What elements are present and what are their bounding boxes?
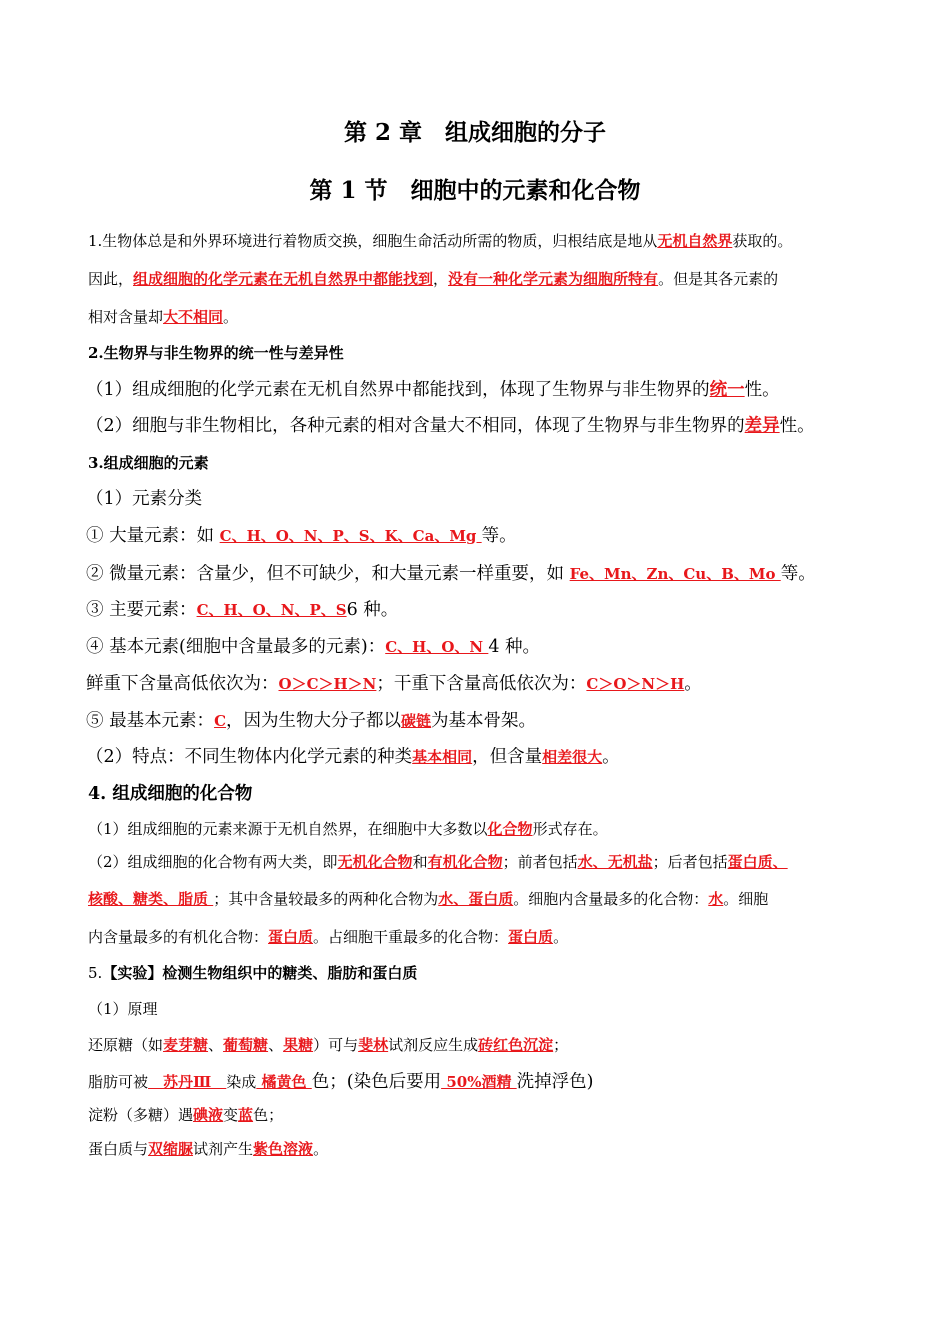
p5-line1: [88, 1034, 568, 1055]
text: ）可与: [313, 1036, 359, 1054]
answer-key: 果糖: [283, 1036, 314, 1054]
answer-key: 砖红色沉淀: [478, 1036, 554, 1054]
text: 鲜重下含量高低依次为：: [86, 674, 279, 694]
text: 性。: [744, 380, 780, 400]
answer-key: 组成细胞的化学元素在无机自然界中都能找到: [133, 270, 434, 288]
answer-key: 没有一种化学元素为细胞所特有: [448, 270, 659, 288]
answer-key: 蛋白质、: [727, 853, 788, 871]
p1-line1: [88, 230, 792, 251]
answer-key: 无机自然界: [657, 232, 733, 250]
text: 试剂反应生成: [388, 1036, 479, 1054]
text: 因此，: [88, 270, 134, 288]
chapter-title: 第 2 章 组成细胞的分子: [343, 119, 607, 146]
text: ；: [553, 1036, 569, 1054]
text: ，: [433, 270, 449, 288]
text: 色；(染色后要用: [311, 1072, 442, 1092]
answer-key: C: [214, 712, 227, 730]
answer-key: 大不相同: [163, 308, 224, 326]
answer-key: 双缩脲: [148, 1140, 194, 1158]
text: ① 大量元素：如: [86, 526, 220, 546]
p1-line3: [88, 306, 238, 327]
text: （2）细胞与非生物相比，各种元素的相对含量大不相同，体现了生物界与非生物界的: [86, 416, 745, 436]
text: 蛋白质与: [88, 1140, 149, 1158]
p5-line3: [88, 1104, 283, 1125]
text: 。: [313, 1140, 329, 1158]
text: 形式存在。: [532, 820, 608, 838]
text: 。: [684, 674, 702, 694]
text: 色；: [253, 1106, 284, 1124]
answer-key: 碘液: [193, 1106, 224, 1124]
answer-key: C＞O＞N＞H: [586, 675, 685, 693]
text: 。细胞: [723, 890, 769, 908]
answer-key: 紫色溶液: [253, 1140, 314, 1158]
text: 淀粉（多糖）遇: [88, 1106, 194, 1124]
text: 。但是其各元素的: [658, 270, 779, 288]
text: 、: [268, 1036, 284, 1054]
text: 试剂产生: [193, 1140, 254, 1158]
text: 获取的。: [732, 232, 793, 250]
p5-line2: [88, 1068, 594, 1093]
p3-sub1: （1）元素分类: [86, 489, 203, 509]
answer-key: 葡萄糖: [223, 1036, 269, 1054]
answer-key: C、H、O、N: [385, 638, 489, 656]
p3-basic: [86, 633, 540, 658]
p4-line4: [88, 926, 568, 947]
answer-key: 斐林: [358, 1036, 389, 1054]
text: 脂肪可被: [88, 1073, 149, 1091]
text: 1.生物体总是和外界环境进行着物质交换，细胞生命活动所需的物质，归根结底是地从: [88, 232, 658, 250]
text: ；后者包括: [652, 853, 728, 871]
text: ；干重下含量高低依次为：: [376, 674, 587, 694]
text: （2）特点：不同生物体内化学元素的种类: [86, 747, 413, 767]
p3-macro: [86, 522, 517, 547]
heading-4: 4. 组成细胞的化合物: [88, 784, 253, 804]
p3-order: [86, 670, 702, 695]
heading-2: 2.生物界与非生物界的统一性与差异性: [88, 344, 344, 362]
text: 。: [223, 308, 239, 326]
answer-key: 化合物: [487, 820, 533, 838]
section-title: 第 1 节 细胞中的元素和化合物: [309, 177, 641, 204]
answer-key: 无机化合物: [337, 853, 413, 871]
text: ④ 基本元素(细胞中含量最多的元素)：: [86, 637, 386, 657]
text: ③ 主要元素：: [86, 600, 197, 620]
answer-key: 碳链: [401, 712, 432, 730]
text: 内含量最多的有机化合物：: [88, 928, 269, 946]
heading-5: [88, 962, 417, 983]
text: 性。: [779, 416, 815, 436]
answer-key: C、H、O、N、P、S: [196, 601, 347, 619]
text: ；其中含量较最多的两种化合物为: [213, 890, 439, 908]
text: 。占细胞干重最多的化合物：: [313, 928, 509, 946]
answer-key: 差异: [744, 416, 780, 436]
text: 6 种。: [346, 600, 399, 620]
answer-key: 核酸、糖类、脂质: [88, 890, 214, 908]
p3-most-basic: [86, 707, 536, 732]
heading-3: 3.组成细胞的元素: [88, 454, 209, 472]
text: （2）组成细胞的化合物有两大类，即: [88, 853, 338, 871]
p2-line2: [86, 412, 815, 437]
answer-key: O＞C＞H＞N: [278, 675, 377, 693]
answer-key: 蛋白质: [268, 928, 314, 946]
text: 相对含量却: [88, 308, 164, 326]
text: 4 种。: [488, 637, 541, 657]
answer-key: Fe、Mn、Zn、Cu、B、Mo: [569, 565, 781, 583]
heading-5-text: 【实验】检测生物组织中的糖类、脂肪和蛋白质: [102, 964, 418, 982]
text: （1）组成细胞的化学元素在无机自然界中都能找到，体现了生物界与非生物界的: [86, 380, 710, 400]
p5-sub1: （1）原理: [88, 1000, 158, 1018]
p3-main: [86, 596, 398, 621]
p2-line1: [86, 376, 780, 401]
text: ，但含量: [472, 747, 543, 767]
text: 。细胞内含量最多的化合物：: [513, 890, 709, 908]
text: 、: [208, 1036, 224, 1054]
p4-line1: [88, 818, 608, 839]
text: 洗掉浮色): [516, 1072, 594, 1092]
text: ；前者包括: [502, 853, 578, 871]
text: 。: [602, 747, 620, 767]
answer-key: 50%酒精: [441, 1073, 517, 1091]
answer-key: 相差很大: [542, 748, 603, 766]
answer-key: 基本相同: [412, 748, 473, 766]
text: 等。: [481, 526, 517, 546]
p1-line2: [88, 268, 778, 289]
text: 染成: [226, 1073, 257, 1091]
answer-key: 有机化合物: [427, 853, 503, 871]
p4-line3: [88, 888, 768, 909]
text: 变: [223, 1106, 239, 1124]
p3-feature: [86, 743, 620, 768]
p5-line4: [88, 1138, 328, 1159]
heading-5-number: 5.: [88, 964, 103, 982]
text: 和: [412, 853, 428, 871]
answer-key: 水、无机盐: [577, 853, 653, 871]
text: ，因为生物大分子都以: [226, 711, 402, 731]
text: 。: [553, 928, 569, 946]
answer-key: 橘黄色: [256, 1073, 312, 1091]
answer-key: 蛋白质: [508, 928, 554, 946]
answer-key: 统一: [709, 380, 745, 400]
answer-key: C、H、O、N、P、S、K、Ca、Mg: [219, 527, 482, 545]
answer-key: 麦芽糖: [163, 1036, 209, 1054]
text: 还原糖（如: [88, 1036, 164, 1054]
text: ⑤ 最基本元素：: [86, 711, 215, 731]
text: ② 微量元素：含量少，但不可缺少，和大量元素一样重要，如: [86, 564, 570, 584]
p4-line2: [88, 851, 788, 872]
answer-key: 蓝: [238, 1106, 254, 1124]
answer-key: 水: [708, 890, 724, 908]
answer-key: 水、蛋白质: [438, 890, 514, 908]
text: 为基本骨架。: [431, 711, 537, 731]
p3-micro: [86, 560, 816, 585]
text: （1）组成细胞的元素来源于无机自然界，在细胞中大多数以: [88, 820, 488, 838]
answer-key: 苏丹Ⅲ: [148, 1073, 227, 1091]
text: 等。: [780, 564, 816, 584]
